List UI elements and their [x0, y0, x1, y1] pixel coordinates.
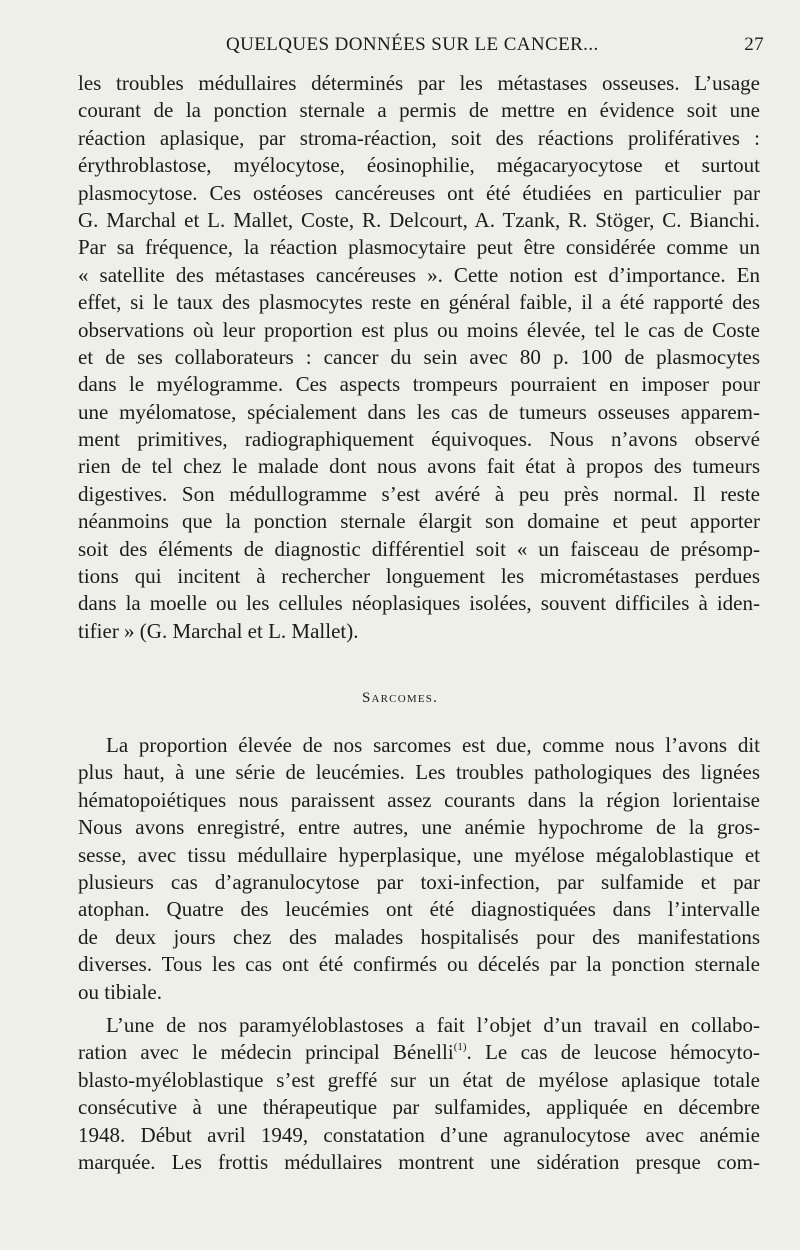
text-line: 1948. Début avril 1949, constatation d’une agranulocytose avec anémie: [78, 1122, 760, 1147]
running-title: QUELQUES DONNÉES SUR LE CANCER...: [226, 34, 599, 55]
section-heading: Sarcomes.: [361, 690, 439, 706]
text-line: une myélomatose, spécialement dans les cas de tumeurs osseuses apparem-: [78, 399, 760, 424]
text-line: blasto-myéloblastique s’est greffé sur un état de myélose aplasique totale: [78, 1067, 760, 1092]
text-line: rien de tel chez le malade dont nous avons fait état à propos des tumeurs: [78, 454, 760, 479]
text-line: plusieurs cas d’agranulocytose par toxi-infection, par sulfamide et par: [78, 869, 760, 894]
text-line: et de ses collaborateurs : cancer du sein avec 80 p. 100 de plasmocytes: [78, 344, 760, 369]
text-line: plasmocytose. Ces ostéoses cancéreuses ont été étudiées en particulier par: [78, 180, 760, 205]
text-line: marquée. Les frottis médullaires montrent une sidération presque com-: [78, 1149, 760, 1174]
text-line: effet, si le taux des plasmocytes reste en général faible, il a été rapporté des: [78, 290, 760, 315]
text-line: dans le myélogramme. Ces aspects trompeurs pourraient en imposer pour: [78, 372, 760, 397]
text-line: courant de la ponction sternale a permis de mettre en évidence soit une: [78, 98, 760, 123]
text-line: plus haut, à une série de leucémies. Les troubles pathologiques des lignées: [78, 760, 760, 785]
text-line: les troubles médullaires déterminés par les métastases osseuses. L’usage: [78, 71, 760, 95]
text-line: tifier » (G. Marchal et L. Mallet).: [78, 618, 359, 643]
paragraph-3: [78, 1012, 760, 1176]
text-line: observations où leur proportion est plus ou moins élevée, tel le cas de Coste: [78, 317, 760, 342]
text-line: digestives. Son médullogramme s’est avéré à peu près normal. Il reste: [78, 481, 760, 506]
text-line: G. Marchal et L. Mallet, Coste, R. Delcourt, A. Tzank, R. Stöger, C. Bianchi.: [78, 207, 760, 232]
footnote-reference: (1): [453, 1041, 467, 1054]
text-line: dans la moelle ou les cellules néoplasiques isolées, souvent difficiles à iden-: [78, 591, 760, 616]
text-line: atophan. Quatre des leucémies ont été diagnostiquées dans l’intervalle: [78, 897, 760, 922]
text-line: L’une de nos paramyéloblastoses a fait l’objet d’un travail en collabo-: [106, 1013, 760, 1037]
page-number: 27: [744, 34, 764, 55]
text-line: érythroblastose, myélocytose, éosinophilie, mégacaryocytose et surtout: [78, 153, 760, 178]
text-line: hématopoiétiques nous paraissent assez courants dans la région lorientaise: [78, 787, 760, 812]
text-segment: ration avec le médecin principal Bénelli: [78, 1040, 454, 1065]
text-line: « satellite des métastases cancéreuses ». Cette notion est d’importance. En: [78, 262, 760, 287]
text-line: Nous avons enregistré, entre autres, une anémie hypochrome de la gros-: [78, 815, 760, 840]
text-segment: . Le cas de leucose hémocyto-: [466, 1040, 760, 1065]
paragraph-1: [78, 70, 760, 645]
text-line: Par sa fréquence, la réaction plasmocytaire peut être considérée comme un: [78, 235, 760, 260]
text-line: consécutive à une thérapeutique par sulfamides, appliquée en décembre: [78, 1095, 760, 1120]
text-line: réaction aplasique, par stroma-réaction, soit des réactions prolifératives :: [78, 125, 760, 150]
text-line: de deux jours chez des malades hospitalisés pour des manifestations: [78, 924, 760, 949]
text-line: La proportion élevée de nos sarcomes est due, comme nous l’avons dit: [106, 733, 760, 757]
text-line: ment primitives, radiographiquement équivoques. Nous n’avons observé: [78, 427, 760, 452]
paragraph-2: [78, 732, 760, 1006]
text-line: néanmoins que la ponction sternale élargit son domaine et peut apporter: [78, 509, 760, 534]
text-line: tions qui incitent à rechercher longuement les micrométastases perdues: [78, 564, 760, 589]
text-line: diverses. Tous les cas ont été confirmés ou décelés par la ponction sternale: [78, 952, 760, 977]
text-line: sesse, avec tissu médullaire hyperplasique, une myélose mégaloblastique et: [78, 842, 760, 867]
page-header: [78, 34, 772, 64]
text-line: [78, 1039, 760, 1066]
text-line: soit des éléments de diagnostic différentiel soit « un faisceau de présomp-: [78, 536, 760, 561]
text-line: ou tibiale.: [78, 979, 162, 1004]
